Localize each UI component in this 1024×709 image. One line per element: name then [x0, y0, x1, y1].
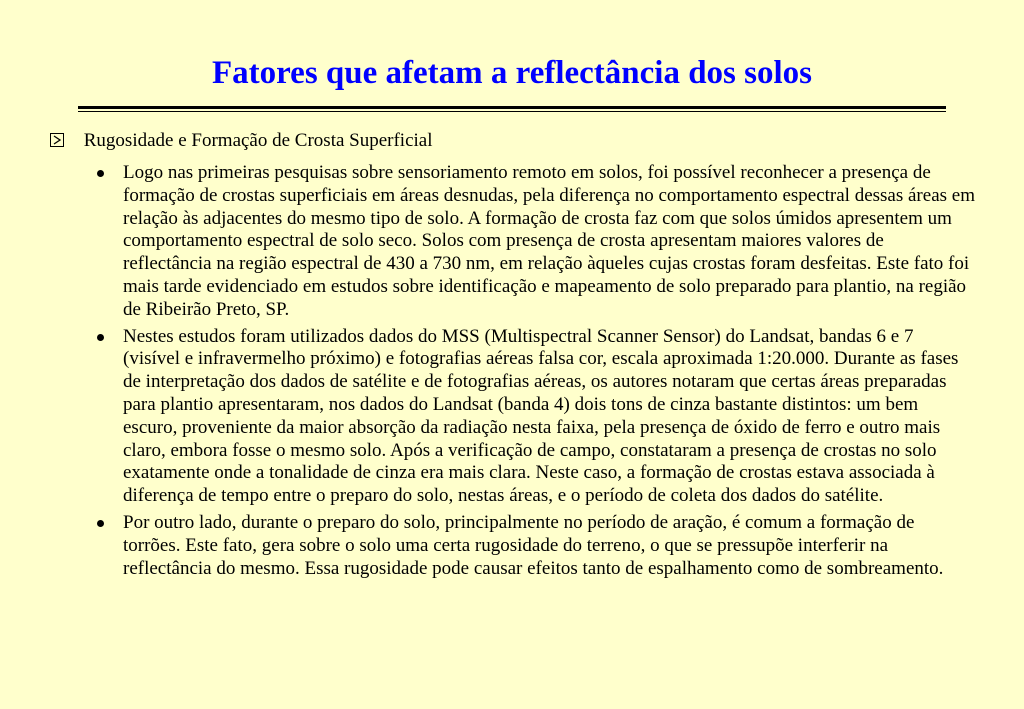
- bullet-dot-icon: [97, 334, 104, 341]
- title-divider-thin: [78, 111, 946, 112]
- bullet-item: [95, 162, 975, 322]
- bullet-text: Logo nas primeiras pesquisas sobre sensoriamento remoto em solos, foi possível reconhecer a presença de formação de crostas superficiais em áreas desnudas, pela diferença no comportamento espectral dessas áreas em relação às adjacentes do mesmo tipo de solo. A formação de crosta faz com que solos úmidos apresentem um comportamento espectral de solo seco. Solos com presença de crosta apresentam maiores valores de reflectância na região espectral de 430 a 730 nm, em relação àqueles cujas crostas foram desfeitas. Este fato foi mais tarde evidenciado em estudos sobre identificação e mapeamento de solo preparado para plantio, na região de Ribeirão Preto, SP.: [123, 162, 975, 320]
- bullet-text: Nestes estudos foram utilizados dados do MSS (Multispectral Scanner Sensor) do Landsat, bandas 6 e 7 (visível e infravermelho próximo) e fotografias aéreas falsa cor, escala aproximada 1:20.000. Durante as fases de interpretação dos dados de satélite e de fotografias aéreas, os autores notaram que certas áreas preparadas para plantio apresentaram, nos dados do Landsat (banda 4) dois tons de cinza bastante distintos: um bem escuro, proveniente da maior absorção da radiação nesta faixa, pela presença de óxido de ferro e outro mais claro, embora fosse o mesmo solo. Após a verificação de campo, constataram a presença de crostas no solo exatamente onde a tonalidade de cinza era mais clara. Neste caso, a formação de crostas estava associada à diferença de tempo entre o preparo do solo, nestas áreas, e o período de coleta dos dados do satélite.: [123, 325, 959, 507]
- bullet-item: [95, 326, 975, 508]
- bullet-item: [95, 512, 975, 580]
- bullet-list: [95, 162, 975, 584]
- bullet-text: Por outro lado, durante o preparo do solo, principalmente no período de aração, é comum a formação de torrões. Este fato, gera sobre o solo uma certa rugosidade do terreno, o que se pressupõe interferir na reflectância do mesmo. Essa rugosidade pode causar efeitos tanto de espalhamento como de sombreamento.: [123, 511, 944, 579]
- arrow-bullet-icon: [49, 132, 65, 148]
- section-heading-row: [49, 130, 979, 152]
- slide-title: Fatores que afetam a reflectância dos solos: [211, 55, 812, 91]
- bullet-dot-icon: [97, 170, 104, 177]
- section-heading: Rugosidade e Formação de Crosta Superficial: [83, 130, 433, 151]
- title-divider-thick: [78, 106, 946, 109]
- bullet-dot-icon: [97, 520, 104, 527]
